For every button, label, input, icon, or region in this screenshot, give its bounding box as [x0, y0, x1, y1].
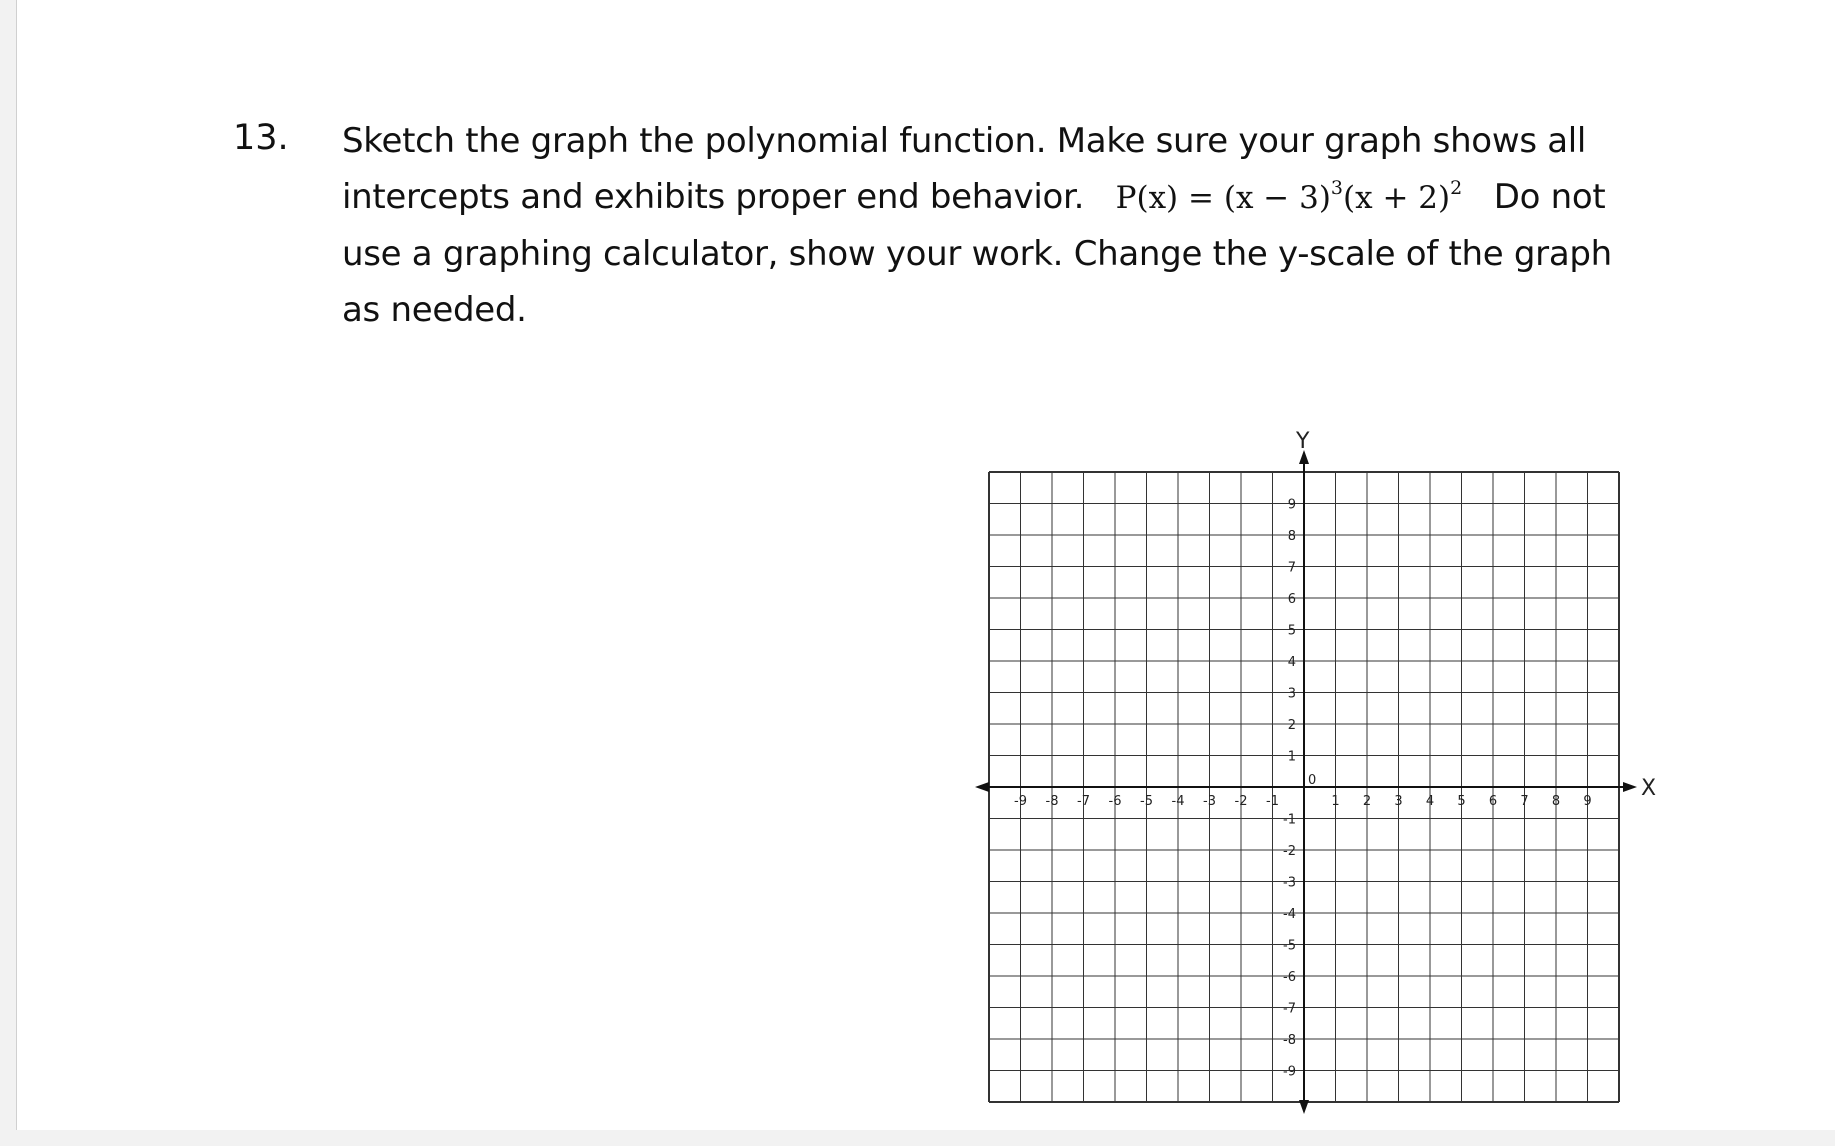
y-tick-label: 2	[1287, 718, 1296, 733]
question-line-2	[342, 169, 1662, 226]
worksheet-page	[16, 0, 1835, 1130]
question-line-4: as needed.	[342, 290, 527, 330]
y-tick-label: -7	[1283, 1001, 1296, 1017]
y-tick-label: 3	[1287, 686, 1296, 702]
x-tick-label: -7	[1077, 794, 1090, 809]
question-line-1: Sketch the graph the polynomial function. Make sure your graph shows all	[342, 121, 1587, 161]
function-lhs: P(x) =	[1115, 180, 1224, 216]
x-tick-label: 2	[1362, 794, 1372, 809]
x-tick-label: -9	[1014, 794, 1027, 809]
coordinate-grid	[967, 429, 1657, 1104]
x-tick-label: -8	[1045, 794, 1059, 809]
y-axis-label: Y	[1296, 429, 1310, 454]
axes	[975, 450, 1637, 1114]
tick-labels	[1014, 498, 1592, 1080]
y-tick-label: 9	[1287, 497, 1296, 513]
y-tick-label: -8	[1283, 1033, 1296, 1048]
y-tick-label: -2	[1283, 844, 1296, 859]
x-tick-label: -1	[1266, 794, 1279, 809]
exponent-1: 3	[1330, 177, 1344, 199]
x-axis-arrow	[1623, 782, 1637, 792]
y-tick-label: 8	[1287, 529, 1296, 544]
x-axis-label: X	[1641, 776, 1657, 801]
question-line-2-text: intercepts and exhibits proper end behavior.	[342, 177, 1085, 217]
x-tick-label: -5	[1140, 794, 1153, 809]
x-tick-label: -2	[1234, 794, 1248, 809]
polynomial-expression	[1115, 177, 1463, 216]
x-tick-label: 1	[1331, 794, 1340, 809]
y-tick-label: -4	[1283, 907, 1296, 922]
y-tick-label: 1	[1287, 749, 1296, 765]
x-tick-label: 8	[1551, 794, 1561, 809]
y-tick-label: -5	[1283, 938, 1296, 954]
question-line-2-tail: Do not	[1493, 177, 1606, 217]
question-text	[342, 113, 1662, 338]
y-tick-label: -9	[1283, 1064, 1296, 1080]
y-tick-label: -1	[1283, 812, 1296, 828]
x-tick-label: -6	[1108, 794, 1122, 809]
x-tick-label: 3	[1394, 794, 1403, 809]
origin-label: 0	[1308, 773, 1317, 788]
x-tick-label: 7	[1520, 794, 1529, 809]
question-line-3: use a graphing calculator, show your work. Change the y-scale of the graph	[342, 234, 1612, 274]
x-tick-label: -4	[1171, 794, 1185, 809]
exponent-2: 2	[1450, 177, 1463, 199]
x-axis-arrow-negative	[975, 782, 989, 792]
factor-1: (x − 3)	[1223, 180, 1331, 216]
y-tick-label: 6	[1287, 592, 1296, 607]
y-tick-label: -6	[1283, 970, 1296, 985]
y-axis-arrow-negative	[1299, 1100, 1309, 1114]
y-tick-label: 7	[1287, 560, 1296, 576]
question-number: 13.	[233, 118, 289, 158]
coordinate-grid-svg	[967, 429, 1657, 1104]
y-tick-label: -3	[1283, 875, 1296, 891]
y-tick-label: 4	[1287, 655, 1296, 670]
x-tick-label: -3	[1203, 794, 1216, 809]
y-tick-label: 5	[1287, 623, 1296, 639]
factor-2: (x + 2)	[1343, 180, 1451, 216]
x-tick-label: 4	[1425, 794, 1435, 809]
x-tick-label: 5	[1457, 794, 1466, 809]
x-tick-label: 6	[1488, 794, 1498, 809]
x-tick-label: 9	[1583, 794, 1592, 809]
